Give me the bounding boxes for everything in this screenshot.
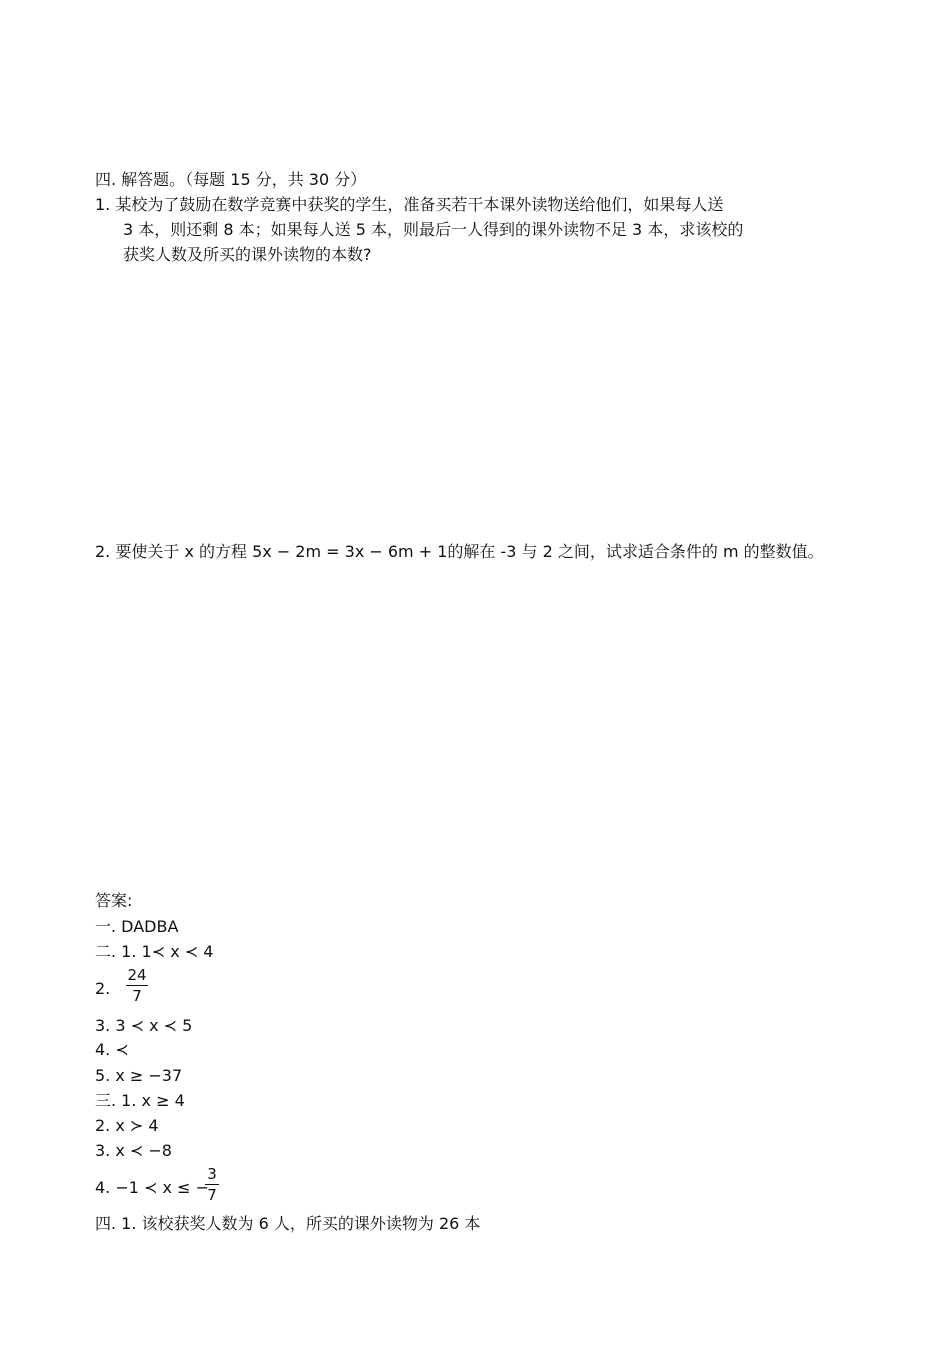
fraction-numerator: 3 [207,1165,217,1183]
answer-2-4: 4. ≺ [95,1040,129,1059]
fraction-numerator: 24 [127,966,147,984]
answer-2-2-fraction [126,966,148,1005]
fraction-denominator: 7 [132,987,142,1005]
fraction-bar [205,1184,219,1185]
section-4-heading: 四. 解答题。（每题 15 分，共 30 分） [95,170,367,189]
answers-title: 答案: [95,891,133,910]
answer-3-1: 三. 1. x ≥ 4 [95,1091,185,1110]
answer-part-1: 一. DADBA [95,917,179,936]
question-1-line-3: 获奖人数及所买的课外读物的本数? [123,245,372,264]
fraction-bar [126,985,148,986]
question-1-line-2: 3 本，则还剩 8 本；如果每人送 5 本，则最后一人得到的课外读物不足 3 本，求该校的 [123,220,744,239]
answer-3-4-fraction [205,1165,219,1204]
question-1-line-1: 1. 某校为了鼓励在数学竞赛中获奖的学生，准备买若干本课外读物送给他们，如果每人送 [95,195,724,214]
fraction-denominator: 7 [207,1186,217,1204]
answer-4-1: 四. 1. 该校获奖人数为 6 人，所买的课外读物为 26 本 [95,1214,481,1233]
answer-3-4-label: 4. −1 ≺ x ≤ − [95,1178,209,1197]
answer-2-5: 5. x ≥ −37 [95,1066,183,1085]
answer-2-1: 二. 1. 1≺ x ≺ 4 [95,942,214,961]
answer-3-2: 2. x ≻ 4 [95,1116,159,1135]
answer-2-2-label: 2. [95,979,111,998]
answer-2-3: 3. 3 ≺ x ≺ 5 [95,1016,193,1035]
question-2: 2. 要使关于 x 的方程 5x − 2m = 3x − 6m + 1的解在 -3 与 2 之间，试求适合条件的 m 的整数值。 [95,542,824,561]
answer-3-3: 3. x ≺ −8 [95,1141,172,1160]
